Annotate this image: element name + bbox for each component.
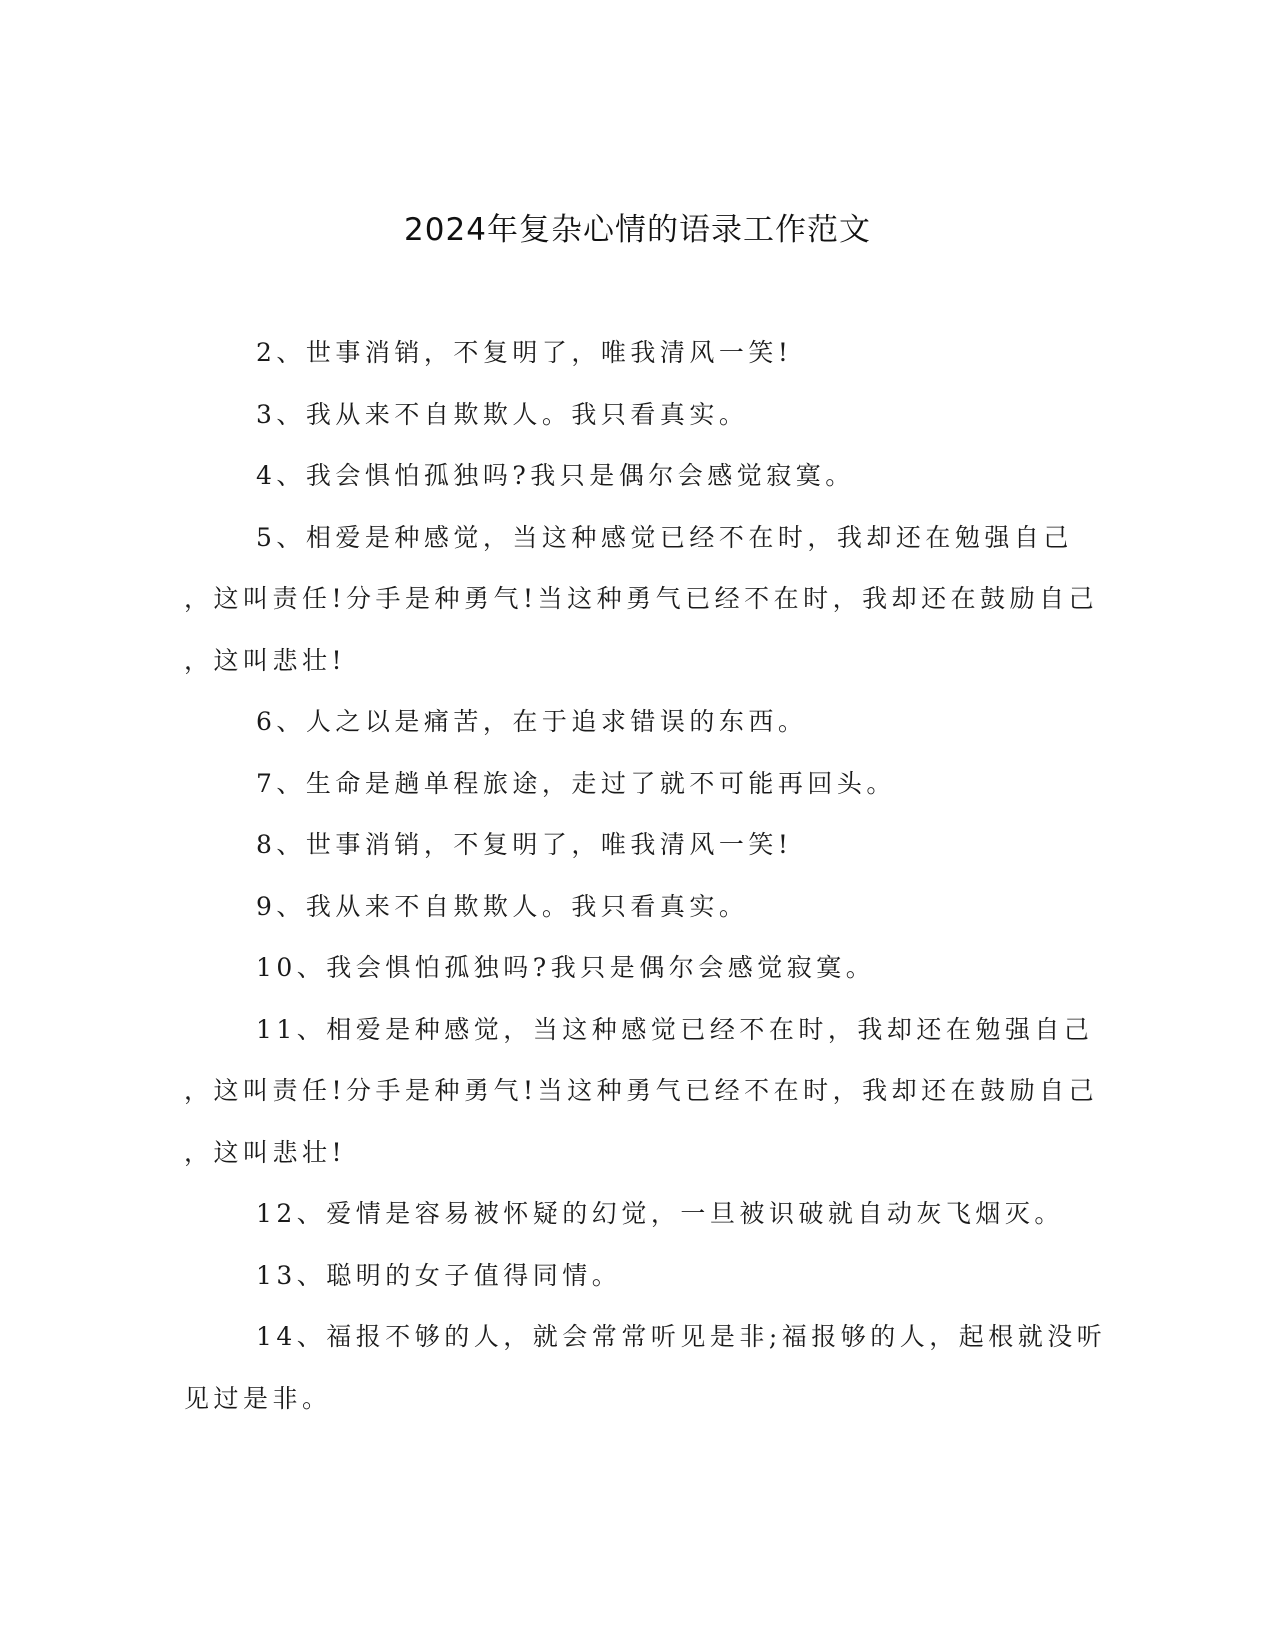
text-line: ，这叫悲壮! xyxy=(184,1137,347,1167)
text-line: ，这叫责任!分手是种勇气!当这种勇气已经不在时，我却还在鼓励自己 xyxy=(184,584,1099,613)
document-title: 2024年复杂心情的语录工作范文 xyxy=(404,212,871,248)
text-line: 4、我会惧怕孤独吗?我只是偶尔会感觉寂寞。 xyxy=(256,461,855,490)
text-line: 5、相爱是种感觉，当这种感觉已经不在时，我却还在勉强自己 xyxy=(256,522,1073,552)
text-line: 9、我从来不自欺欺人。我只看真实。 xyxy=(256,891,749,921)
text-line: 8、世事消销，不复明了，唯我清风一笑! xyxy=(256,830,793,859)
text-line: 3、我从来不自欺欺人。我只看真实。 xyxy=(256,399,749,429)
text-line: 11、相爱是种感觉，当这种感觉已经不在时，我却还在勉强自己 xyxy=(256,1014,1094,1044)
text-line: 2、世事消销，不复明了，唯我清风一笑! xyxy=(256,338,793,367)
document-body xyxy=(184,322,1107,1429)
text-line: 6、人之以是痛苦，在于追求错误的东西。 xyxy=(256,707,808,736)
text-line: ，这叫责任!分手是种勇气!当这种勇气已经不在时，我却还在鼓励自己 xyxy=(184,1076,1099,1105)
text-line: 见过是非。 xyxy=(184,1383,332,1413)
text-line: 12、爱情是容易被怀疑的幻觉，一旦被识破就自动灰飞烟灭。 xyxy=(256,1199,1064,1228)
text-line: 13、聪明的女子值得同情。 xyxy=(256,1260,622,1290)
text-line: ，这叫悲壮! xyxy=(184,645,347,675)
text-line: 7、生命是趟单程旅途，走过了就不可能再回头。 xyxy=(256,768,896,798)
text-line: 10、我会惧怕孤独吗?我只是偶尔会感觉寂寞。 xyxy=(256,953,876,982)
text-line: 14、福报不够的人，就会常常听见是非;福报够的人，起根就没听 xyxy=(256,1322,1107,1351)
